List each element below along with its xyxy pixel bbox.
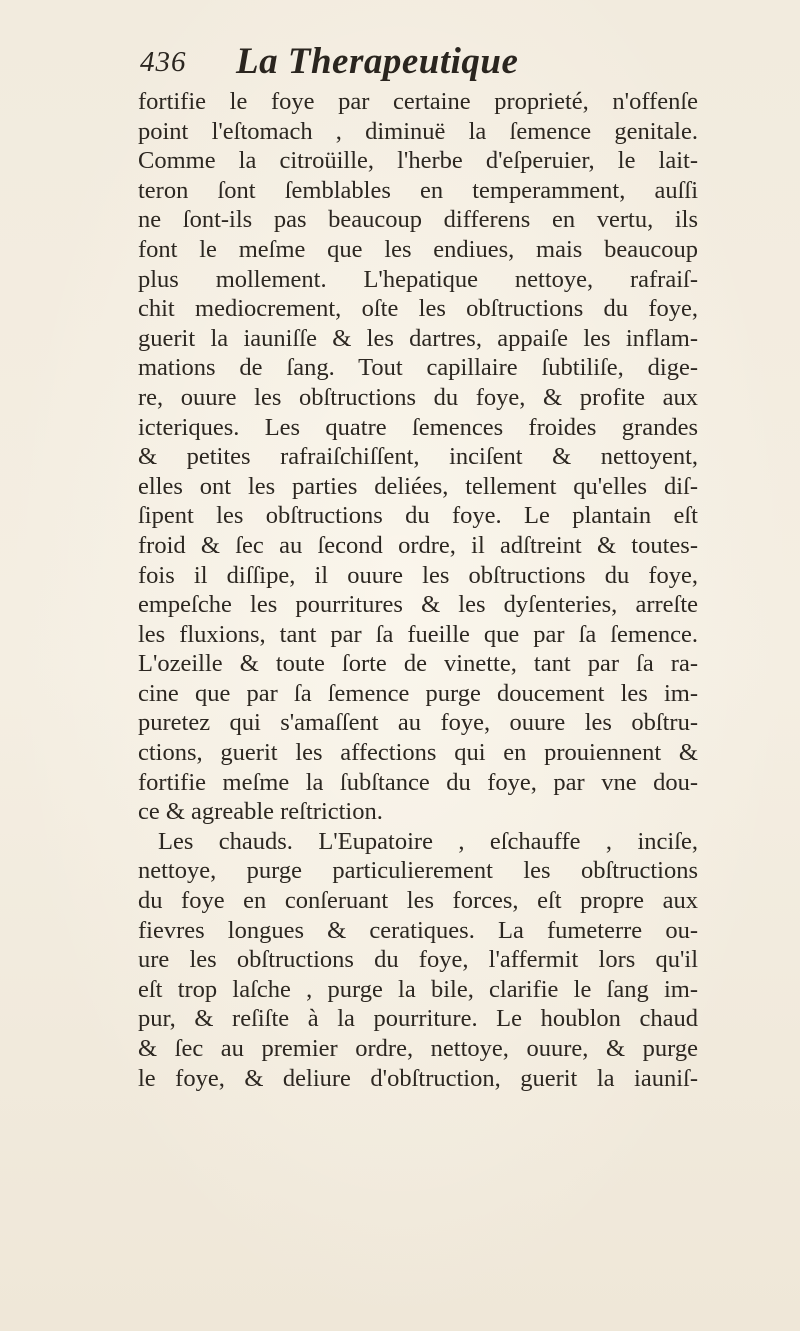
text-line: & ſec au premier ordre, nettoye, ouure, & purge — [138, 1035, 698, 1062]
text-line: re, ouure les obſtructions du foye, & profite aux — [138, 383, 698, 411]
page-number: 436 — [140, 46, 187, 78]
text-line: puretez qui s'amaſſent au foye, ouure les obſtru- — [138, 709, 698, 737]
text-line: pur, & reſiſte à la pourriture. Le houblon chaud — [138, 1005, 698, 1033]
text-line: & petites rafraiſchiſſent, inciſent & nettoyent, — [138, 443, 698, 471]
text-line: du foye en conſeruant les forces, eſt propre aux — [138, 887, 698, 915]
text-line: fievres longues & ceratiques. La fumeterre ou- — [138, 916, 698, 944]
text-line: froid & ſec au ſecond ordre, il adſtreint & toutes- — [138, 531, 698, 559]
text-line: chit mediocrement, oſte les obſtructions du foye, — [138, 295, 698, 323]
text-line: elles ont les parties deliées, tellement qu'elles diſ- — [138, 472, 698, 500]
text-line: icteriques. Les quatre ſemences froides grandes — [138, 413, 698, 441]
text-line: fortifie le foye par certaine proprieté, n'offenſe — [138, 88, 698, 115]
page-header — [132, 40, 692, 90]
text-line: Comme la citroüille, l'herbe d'eſperuier, le lait- — [138, 147, 698, 175]
text-line: eſt trop laſche , purge la bile, clarifie le ſang im- — [138, 975, 698, 1003]
text-line: ctions, guerit les affections qui en prouiennent & — [138, 739, 698, 767]
text-line: cine que par ſa ſemence purge doucement les im- — [138, 679, 698, 707]
running-head: La Therapeutique — [236, 41, 519, 82]
text-line: ſipent les obſtructions du foye. Le plantain eſt — [138, 502, 698, 530]
text-line: ne ſont-ils pas beaucoup differens en vertu, ils — [138, 206, 698, 234]
text-line: guerit la iauniſſe & les dartres, appaiſe les inflam- — [138, 324, 698, 352]
text-line: Les chauds. L'Eupatoire , eſchauffe , inciſe, — [158, 827, 698, 855]
text-line: ure les obſtructions du foye, l'affermit lors qu'il — [138, 946, 698, 974]
text-line: mations de ſang. Tout capillaire ſubtiliſe, dige- — [138, 354, 698, 382]
text-line: font le meſme que les endiues, mais beaucoup — [138, 235, 698, 263]
text-line: plus mollement. L'hepatique nettoye, rafraiſ- — [138, 265, 698, 293]
text-line: L'ozeille & toute ſorte de vinette, tant par ſa ra- — [138, 650, 698, 678]
text-line: le foye, & deliure d'obſtruction, guerit la iauniſ- — [138, 1064, 698, 1092]
body-text — [138, 87, 698, 1093]
text-line: teron ſont ſemblables en temperamment, auſſi — [138, 176, 698, 204]
text-line: point l'eſtomach , diminuë la ſemence genitale. — [138, 117, 698, 145]
text-line: empeſche les pourritures & les dyſenteries, arreſte — [138, 591, 698, 619]
text-line: les fluxions, tant par ſa fueille que par ſa ſemence. — [138, 620, 698, 648]
text-line: ce & agreable reſtriction. — [138, 798, 383, 826]
text-line: nettoye, purge particulierement les obſtructions — [138, 857, 698, 885]
text-line: fortifie meſme la ſubſtance du foye, par vne dou- — [138, 768, 698, 796]
text-line: fois il diſſipe, il ouure les obſtructions du foye, — [138, 561, 698, 589]
